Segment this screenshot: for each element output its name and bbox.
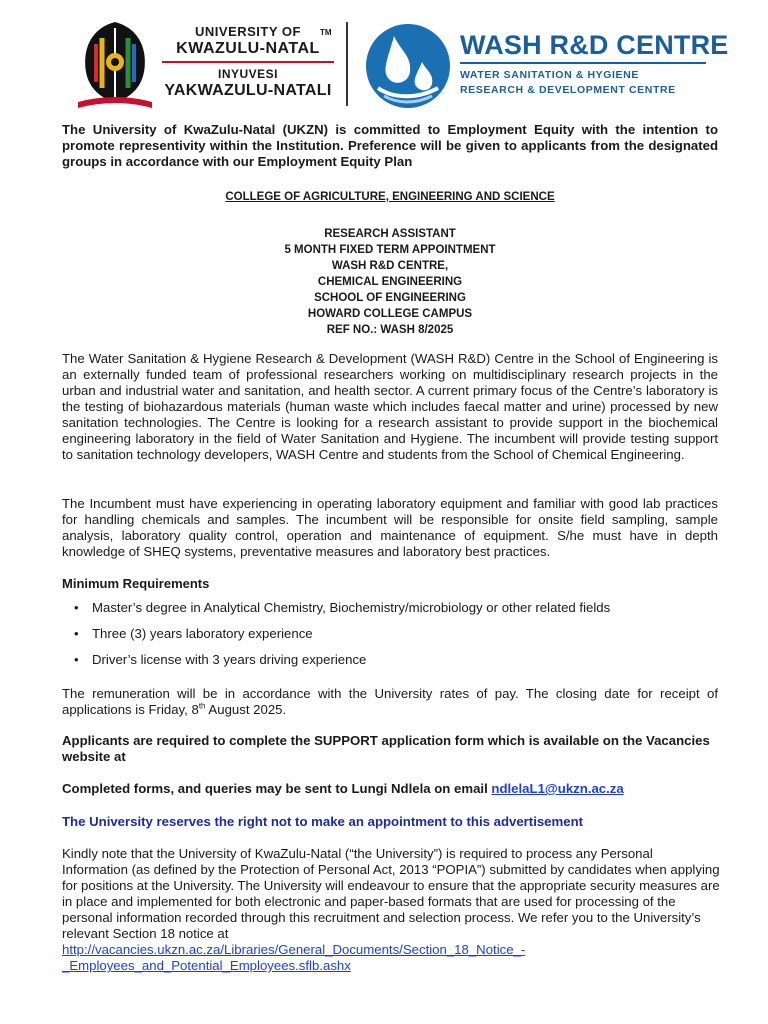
position-centre: WASH R&D CENTRE,	[331, 260, 449, 272]
section18-notice-link[interactable]: http://vacancies.ukzn.ac.za/Libraries/General_Documents/Section_18_Notice_-	[62, 942, 526, 957]
ukzn-rule	[162, 61, 334, 63]
position-ref: REF NO.: WASH 8/2025	[326, 324, 454, 336]
wash-sub2: RESEARCH & DEVELOPMENT CENTRE	[460, 84, 676, 96]
section18-notice-link-continued[interactable]: _Employees_and_Potential_Employees.sflb.ashx	[62, 958, 351, 973]
ukzn-shield-logo	[72, 18, 158, 110]
ukzn-line1: UNIVERSITY OF	[195, 24, 301, 39]
position-title: RESEARCH ASSISTANT	[324, 228, 456, 240]
wash-sub1: WATER SANITATION & HYGIENE	[460, 69, 639, 81]
submission-text: Completed forms, and queries may be sent to Lungi Ndlela on email	[62, 781, 492, 796]
list-item: • Master’s degree in Analytical Chemistry, Biochemistry/microbiology or other related fields	[62, 600, 718, 626]
trademark-mark: TM	[320, 28, 332, 37]
position-discipline: CHEMICAL ENGINEERING	[317, 276, 463, 288]
list-item: • Driver’s license with 3 years driving experience	[62, 652, 718, 678]
remuneration-tail: August 2025.	[205, 702, 287, 717]
popia-text: Kindly note that the University of KwaZulu-Natal (“the University”) is required to process any Personal Information (as defined by the Protection of Personal Act, 2013 “POPIA”) submitted by candidates when applying for positions at the University. The University will endeavour to ensure that the appropriate security measures are in place and implemented for both electronic and paper-based formats that are used for processing of the personal information recorded through this recruitment and selection process. We refer you to the University’s relevant Section 18 notice at	[62, 846, 720, 941]
header-divider	[346, 22, 348, 106]
ukzn-line3: INYUVESI	[217, 67, 278, 81]
position-school: SCHOOL OF ENGINEERING	[314, 292, 466, 304]
ukzn-wordmark	[160, 24, 336, 100]
wash-subtitle	[460, 68, 676, 98]
remuneration-paragraph	[62, 686, 718, 718]
ukzn-line2: KWAZULU-NATAL	[176, 40, 320, 57]
employment-equity-statement: The University of KwaZulu-Natal (UKZN) is committed to Employment Equity with the intention to promote representivity within the Institution. Preference will be given to applicants from the designated groups in accordance with our Employment Equity Plan	[62, 122, 718, 169]
ukzn-line4: YAKWAZULU-NATALI	[164, 82, 332, 99]
position-campus: HOWARD COLLEGE CAMPUS	[307, 308, 473, 320]
requirements-list	[62, 600, 718, 678]
wash-title: WASH R&D CENTRE	[460, 30, 729, 60]
incumbent-description: The Incumbent must have experiencing in operating laboratory equipment and familiar with good lab practices for handling chemicals and samples. The incumbent will be responsible for onsite field sampling, sample analysis, laboratory quality control, operation and maintenance of equipment. S/he must have in depth knowledge of SHEQ systems, preventative measures and laboratory best practices.	[62, 496, 718, 559]
remuneration-text: The remuneration will be in accordance with the University rates of pay. The closing date for receipt of applications is Friday, 8	[62, 686, 718, 717]
position-term: 5 MONTH FIXED TERM APPOINTMENT	[284, 244, 496, 256]
reservation-notice: The University reserves the right not to make an appointment to this advertisement	[62, 814, 584, 829]
list-item: • Three (3) years laboratory experience	[62, 626, 718, 652]
contact-email-link[interactable]: ndlelaL1@ukzn.ac.za	[491, 781, 624, 796]
popia-notice	[62, 846, 722, 974]
requirements-heading: Minimum Requirements	[62, 576, 210, 591]
wash-drop-logo	[364, 22, 452, 110]
centre-description: The Water Sanitation & Hygiene Research & Development (WASH R&D) Centre in the School of Engineering is an externally funded team of professional researchers working on multidisciplinary research projects in the urban and industrial water and sanitation, and health sector. A current primary focus of the Centre’s laboratory is the testing of biohazardous materials (human waste which includes faecal matter and urine) processed by new sanitation technologies. The Centre is looking for a research assistant to provide support in the biochemical engineering laboratory in the field of Water Sanitation and Hygiene. The incumbent will provide testing support to sanitation technology developers, WASH Centre and students from the School of Chemical Engineering.	[62, 351, 718, 462]
letterhead	[0, 0, 768, 115]
college-heading: COLLEGE OF AGRICULTURE, ENGINEERING AND SCIENCE	[225, 191, 555, 203]
ordinal-suffix: th	[198, 701, 206, 711]
application-instructions: Applicants are required to complete the SUPPORT application form which is available on the Vacancies website at	[62, 733, 710, 764]
wash-rule	[460, 62, 706, 64]
submission-instructions	[62, 781, 722, 797]
position-heading	[62, 226, 718, 338]
